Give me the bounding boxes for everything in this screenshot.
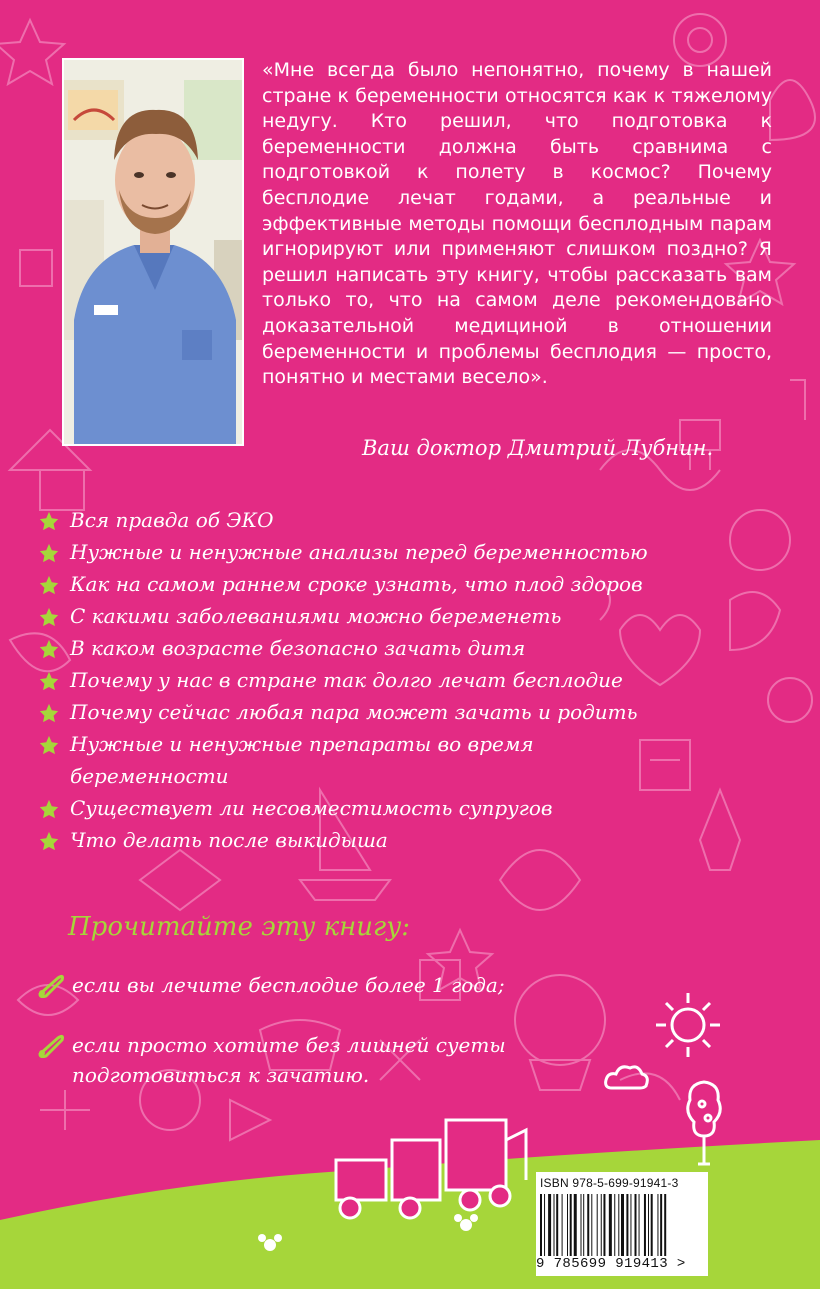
star-bullet-icon [38, 670, 60, 692]
barcode-icon [540, 1194, 702, 1256]
list-item: Существует ли несовместимость супругов [38, 792, 758, 824]
star-bullet-icon [38, 542, 60, 564]
list-item: Вся правда об ЭКО [38, 504, 758, 536]
isbn-label: ISBN 978-5-699-91941-3 [540, 1176, 679, 1190]
star-bullet-icon [38, 574, 60, 596]
read-item: если просто хотите без лишней суеты подготовиться к зачатию. [36, 1030, 576, 1090]
list-item: Как на самом раннем сроке узнать, что плод здоров [38, 568, 758, 600]
ean-digits: 9 785699 919413 > [536, 1256, 686, 1272]
author-signature: Ваш доктор Дмитрий Лубнин. [362, 436, 714, 460]
safety-pin-icon [36, 972, 66, 998]
star-bullet-icon [38, 638, 60, 660]
star-bullet-icon [38, 606, 60, 628]
star-bullet-icon [38, 798, 60, 820]
author-photo [62, 58, 244, 446]
list-item: Почему у нас в стране так долго лечат бесплодие [38, 664, 758, 696]
topics-list [38, 504, 758, 856]
cloud-icon [604, 1062, 650, 1092]
list-item: Что делать после выкидыша [38, 824, 758, 856]
author-quote: «Мне всегда было непонятно, почему в нашей стране к беременности относятся как к тяжелому недугу. Кто решил, что подготовка к беременности должна быть сравнима с подготовкой к полету в космос? Почему бесплодие лечат годами, а реальные и эффективные методы помощи бесплодным парам игнорируют или применяют слишком поздно? Я решил написать эту книгу, чтобы рассказать вам только то, что на самом деле рекомендовано доказательной медициной в отношении беременности и проблемы бесплодия — просто, понятно и местами весело». [262, 59, 772, 389]
list-item: В каком возрасте безопасно зачать дитя [38, 632, 758, 664]
star-bullet-icon [38, 830, 60, 852]
read-item: если вы лечите бесплодие более 1 года; [36, 970, 576, 1000]
list-item: Нужные и ненужные препараты во время беременности [38, 728, 678, 792]
list-item: Почему сейчас любая пара может зачать и родить [38, 696, 758, 728]
star-bullet-icon [38, 734, 60, 756]
read-section-title: Прочитайте эту книгу: [68, 912, 411, 942]
list-item: Нужные и ненужные анализы перед беременностью [38, 536, 758, 568]
star-bullet-icon [38, 702, 60, 724]
list-item: С какими заболеваниями можно беременеть [38, 600, 758, 632]
star-bullet-icon [38, 510, 60, 532]
safety-pin-icon [36, 1032, 66, 1058]
tree-icon [684, 1078, 724, 1168]
sun-icon [640, 985, 730, 1065]
